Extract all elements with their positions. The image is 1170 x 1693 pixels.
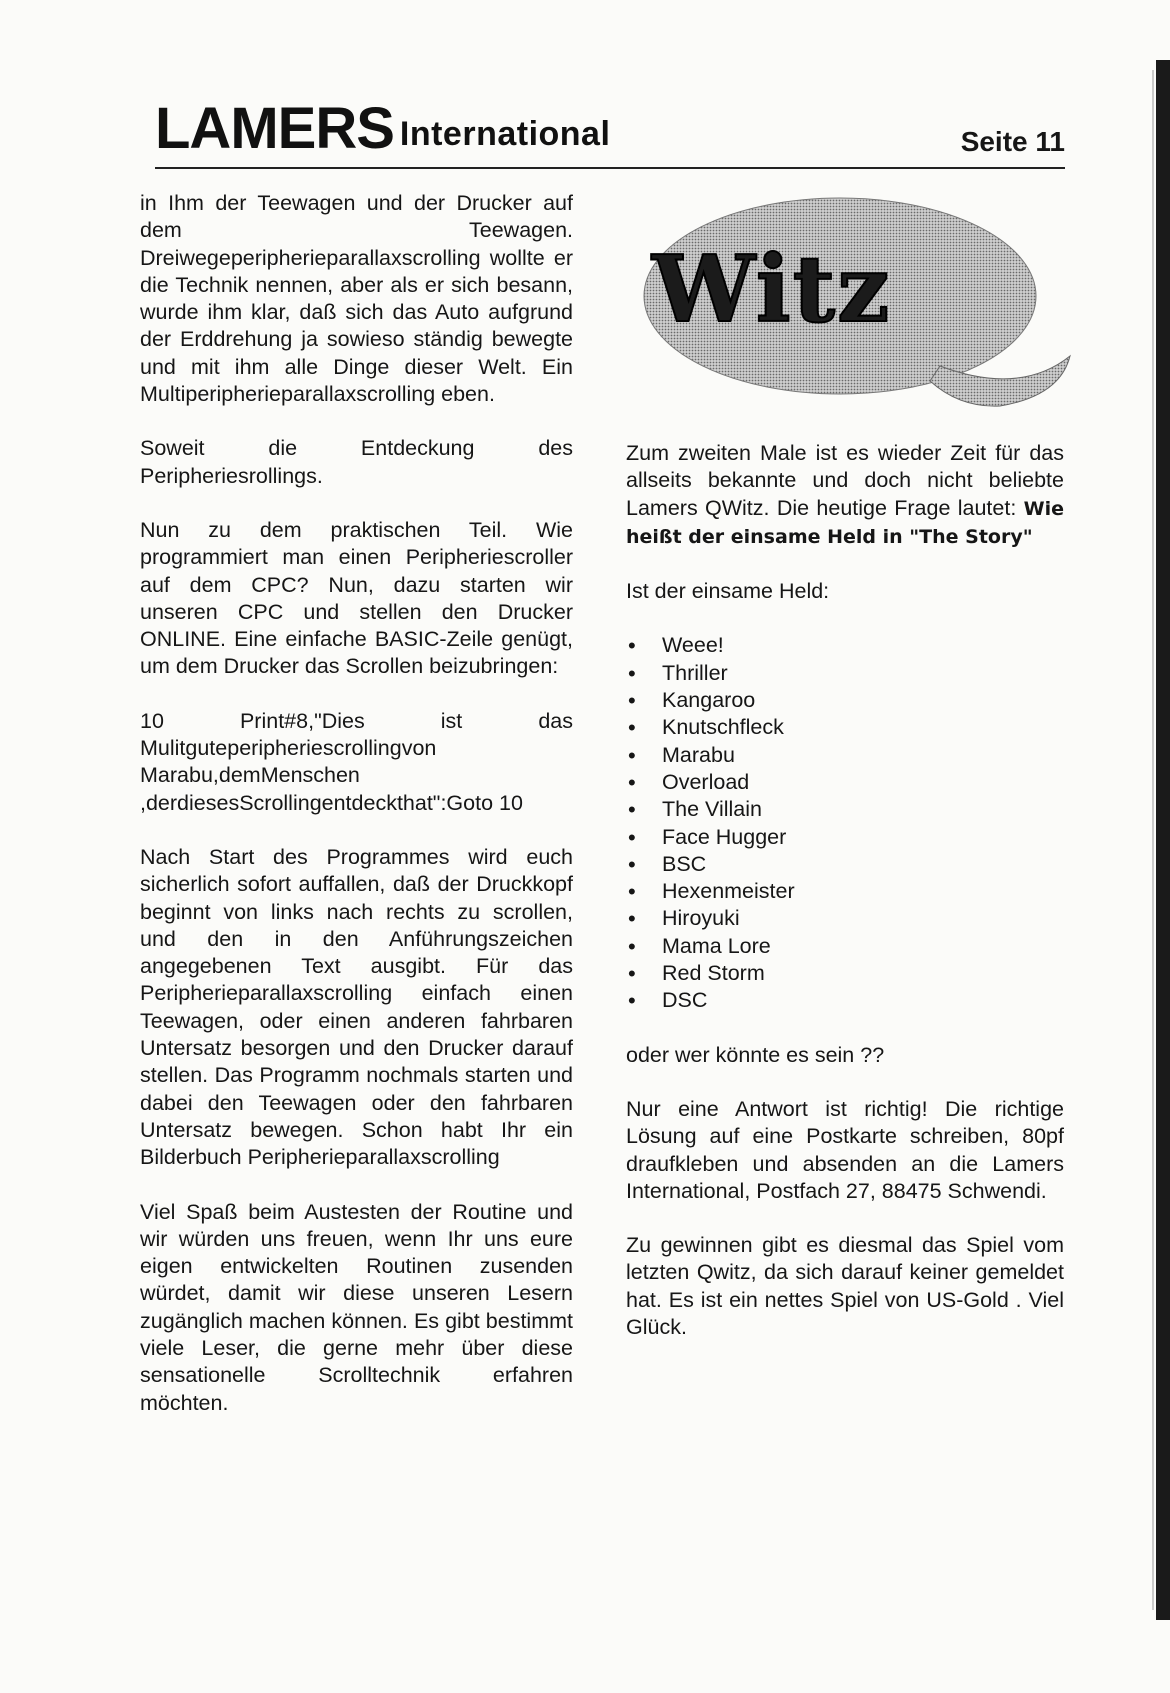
list-item: • Knutschfleck bbox=[628, 715, 784, 741]
list-item: • Weee! bbox=[628, 633, 724, 659]
quiz-intro: Zum zweiten Male ist es wieder Zeit für das allseits bekannte und doch nicht beliebte Lamers QWitz. Die heutige Frage lautet: Wie heißt der einsame Held in "The Story" bbox=[626, 441, 1064, 548]
bullet-icon: • bbox=[628, 933, 636, 959]
bullet-icon: • bbox=[628, 660, 636, 686]
list-item: • Red Storm bbox=[628, 961, 765, 987]
paragraph: Viel Spaß beim Austesten der Routine und wir würden uns freuen, wenn Ihr uns eure eigen entwickelten Routinen zusenden würdet, damit wir diese unseren Lesern zugänglich machen können. Es gibt bestimmt viele Leser, die gerne mehr über diese sensationelle Scrolltechnik erfahren möchten. bbox=[140, 1199, 573, 1415]
list-intro: Ist der einsame Held: bbox=[626, 579, 830, 604]
prize-text: Zu gewinnen gibt es diesmal das Spiel vom letzten Qwitz, da sich darauf keiner gemeldet hat. Es ist ein nettes Spiel von US-Gold . Viel Glück. bbox=[626, 1233, 1064, 1340]
page-number: Seite 11 bbox=[960, 126, 1065, 157]
after-list-text: oder wer könnte es sein ?? bbox=[626, 1042, 885, 1067]
left-column bbox=[140, 190, 573, 1417]
bullet-icon: • bbox=[628, 769, 636, 795]
list-item: • The Villain bbox=[628, 797, 762, 823]
basic-code-line: 10 Print#8,"Dies ist das Mulitguteperipheriescrollingvon Marabu,demMenschen ,derdiesesScrollingentdeckthat":Goto 10 bbox=[140, 708, 573, 815]
quiz-question: Wie heißt der einsame Held in "The Story" bbox=[626, 497, 1064, 548]
bullet-icon: • bbox=[628, 715, 636, 741]
list-item: • Thriller bbox=[628, 660, 728, 686]
scan-edge-shadow bbox=[1156, 60, 1170, 1620]
page-header bbox=[155, 88, 1065, 172]
list-item: • Marabu bbox=[628, 742, 735, 768]
instructions: Nur eine Antwort ist richtig! Die richtige Lösung auf eine Postkarte schreiben, 80pf draufkleben und absenden an die Lamers International, Postfach 27, 88475 Schwendi. bbox=[626, 1096, 1064, 1203]
header-divider bbox=[155, 167, 1065, 169]
scan-edge-line bbox=[1152, 70, 1154, 1610]
bullet-icon: • bbox=[628, 961, 636, 987]
list-item: • DSC bbox=[628, 988, 708, 1014]
bullet-icon: • bbox=[628, 988, 636, 1014]
logo-subtitle: International bbox=[399, 115, 611, 153]
logo-wordmark: LAMERS bbox=[155, 96, 394, 161]
list-item: • Face Hugger bbox=[628, 824, 787, 850]
bullet-icon: • bbox=[628, 824, 636, 850]
list-item: • Overload bbox=[628, 769, 750, 795]
bullet-icon: • bbox=[628, 797, 636, 823]
bullet-icon: • bbox=[628, 633, 636, 659]
right-column bbox=[626, 440, 1064, 1341]
list-item: • Hexenmeister bbox=[628, 879, 795, 905]
paragraph: Soweit die Entdeckung des Peripheriesrollings. bbox=[140, 436, 573, 488]
list-item: • BSC bbox=[628, 851, 707, 877]
bullet-icon: • bbox=[628, 879, 636, 905]
qwitz-word: Witz bbox=[652, 235, 892, 343]
hero-list bbox=[626, 632, 1064, 1014]
list-item: • Hiroyuki bbox=[628, 906, 740, 932]
list-item: • Mama Lore bbox=[628, 933, 771, 959]
list-item: • Kangaroo bbox=[628, 688, 756, 714]
qwitz-logo-graphic bbox=[640, 196, 1072, 418]
paragraph: in Ihm der Teewagen und der Drucker auf dem Teewagen. Dreiwegeperipherieparallaxscrolling wollte er die Technik nennen, aber als er sich besann, wurde ihm klar, daß sich das Auto aufgrund der Erddrehung ja sowieso ständig bewegte und mit ihm alle Dinge dieser Welt. Ein Multiperipherieparallaxscrolling eben. bbox=[140, 191, 573, 407]
bullet-icon: • bbox=[628, 851, 636, 877]
qwitz-logo bbox=[640, 196, 1072, 418]
bullet-icon: • bbox=[628, 742, 636, 768]
paragraph: Nach Start des Programmes wird euch sicherlich sofort auffallen, daß der Druckkopf beginnt von links nach rechts zu scrollen, und den in den Anführungszeichen angegebenen Text ausgibt. Für das Peripherieparallaxscrolling einfach einen Teewagen, oder einen anderen fahrbaren Untersatz besorgen und den Drucker darauf stellen. Das Programm nochmals starten und dabei den Teewagen oder den fahrbaren Untersatz bewegen. Schon habt Ihr ein Bilderbuch Peripherieparallaxscrolling bbox=[140, 844, 573, 1170]
bullet-icon: • bbox=[628, 688, 636, 714]
paragraph: Nun zu dem praktischen Teil. Wie programmiert man einen Peripheriescroller auf dem CPC? Nun, dazu starten wir unseren CPC und stellen den Drucker ONLINE. Eine einfache BASIC-Zeile genügt, um dem Drucker das Scrollen beizubringen: bbox=[140, 517, 573, 679]
bullet-icon: • bbox=[628, 906, 636, 932]
lamers-logo bbox=[155, 88, 611, 161]
